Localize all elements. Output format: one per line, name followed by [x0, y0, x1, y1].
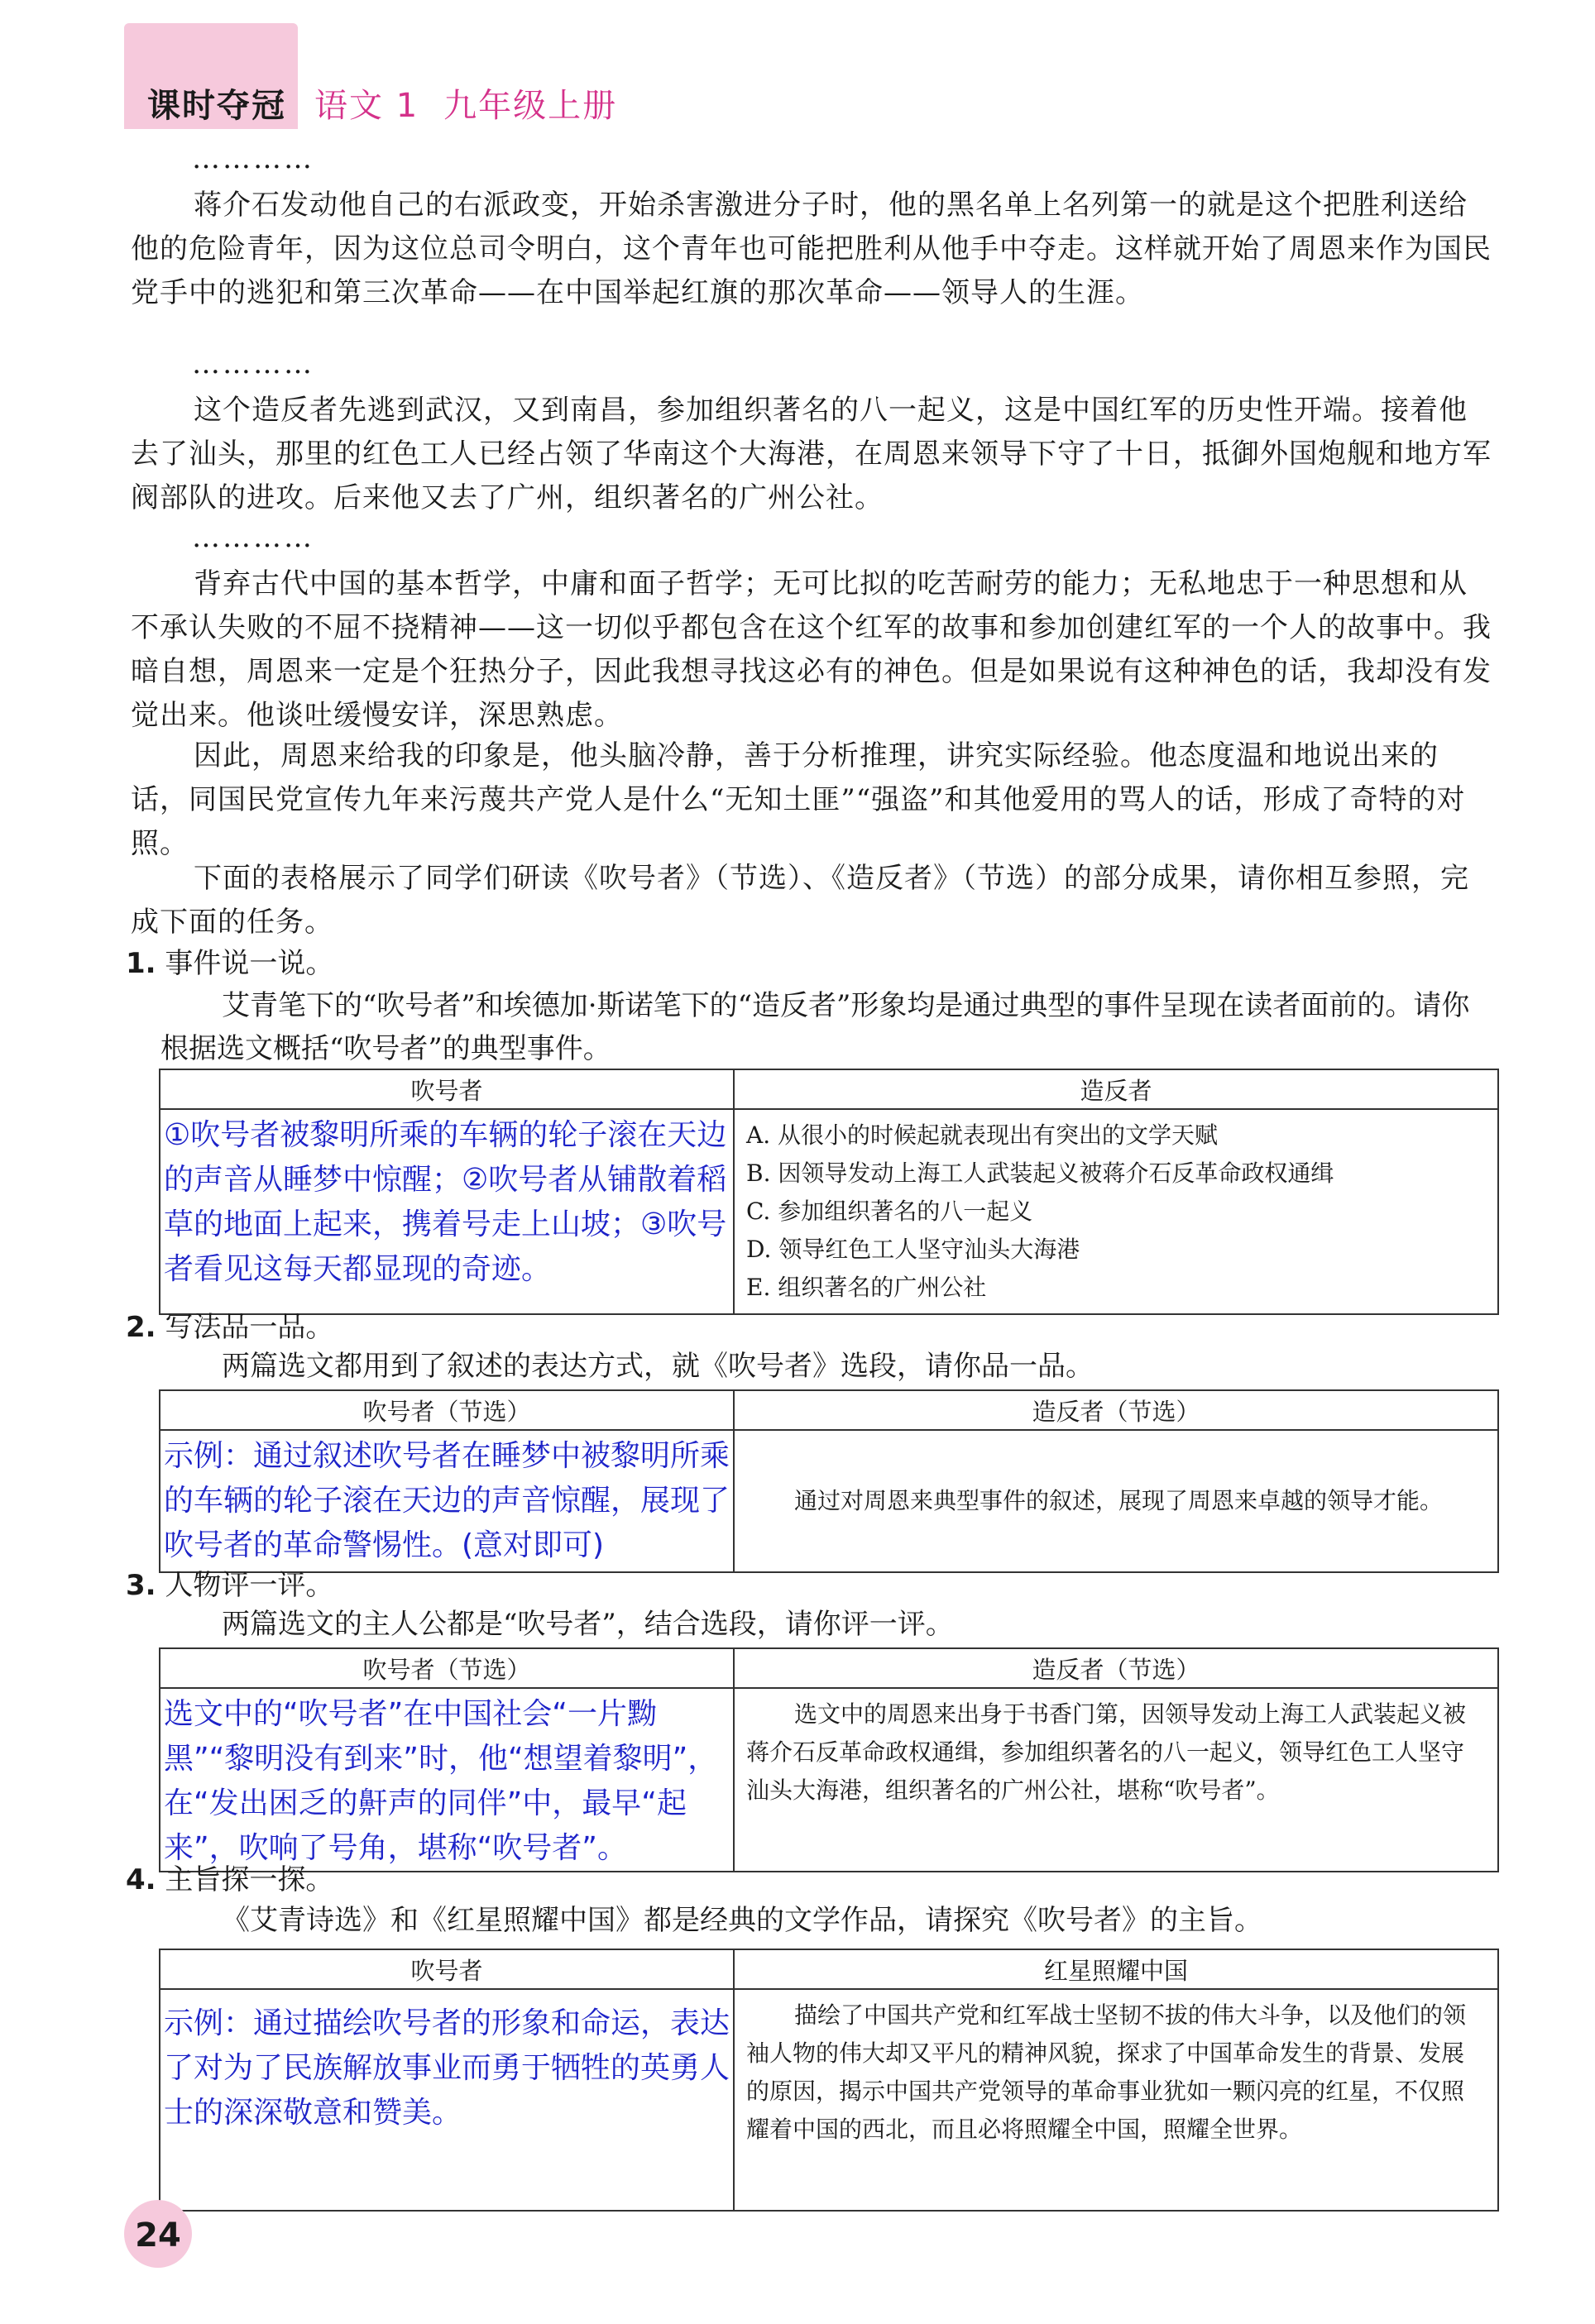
ellipsis: ………… [192, 347, 314, 380]
excerpt-paragraph-3: 背弃古代中国的基本哲学，中庸和面子哲学；无可比拟的吃苦耐劳的能力；无私地忠于一种思想和从不承认失败的不屈不挠精神——这一切似乎都包含在这个红军的故事和参加创建红军的一个人的故事中。我暗自想，周恩来一定是个狂热分子，因此我想寻找这必有的神色。但是如果说有这种神色的话，我却没有发觉出来。他谈吐缓慢安详，深思熟虑。 [131, 567, 1492, 732]
reference-cell [734, 1109, 1498, 1314]
table-header-right: 红星照耀中国 [734, 1949, 1498, 1989]
page-number: 24 [135, 2216, 181, 2255]
task-2-description: 两篇选文都用到了叙述的表达方式，就《吹号者》选段，请你品一品。 [222, 1350, 1094, 1383]
answer-cell [160, 1430, 734, 1572]
task-1-label: 事件说一说。 [165, 947, 334, 980]
task-2-reference: 通过对周恩来典型事件的叙述，展现了周恩来卓越的领导才能。 [794, 1487, 1444, 1514]
task-4-title [126, 1859, 333, 1901]
list-item: D. 领导红色工人坚守汕头大海港 [746, 1236, 1080, 1263]
task-2-answer: 示例：通过叙述吹号者在睡梦中被黎明所乘的车辆的轮子滚在天边的声音惊醒，展现了吹号者的革命警惕性。(意对即可) [164, 1439, 730, 1562]
task-3-number: 3. [126, 1569, 156, 1602]
task-1-description: 艾青笔下的“吹号者”和埃德加·斯诺笔下的“造反者”形象均是通过典型的事件呈现在读者面前的。请你根据选文概括“吹号者”的典型事件。 [160, 989, 1470, 1065]
subject-label: 语文 1 [314, 87, 419, 125]
book-brand: 课时夺冠 [147, 87, 286, 125]
task-3-reference: 选文中的周恩来出身于书香门第，因领导发动上海工人武装起义被蒋介石反革命政权通缉，参加组织著名的八一起义，领导红色工人坚守汕头大海港，组织著名的广州公社，堪称“吹号者”。 [746, 1700, 1467, 1804]
task-3-title [126, 1565, 333, 1606]
excerpt-paragraph-2: 这个造反者先逃到武汉，又到南昌，参加组织著名的八一起义，这是中国红军的历史性开端。接着他去了汕头，那里的红色工人已经占领了华南这个大海港，在周恩来领导下守了十日，抵御外国炮舰和地方军阀部队的进攻。后来他又去了广州，组织著名的广州公社。 [131, 394, 1492, 514]
table-header-left: 吹号者 [160, 1069, 734, 1109]
reference-cell [734, 1430, 1498, 1572]
task-1-number: 1. [126, 947, 156, 980]
task-2-table [159, 1389, 1499, 1573]
rebel-events-list [735, 1110, 1497, 1313]
task-1-title [126, 943, 333, 984]
answer-cell [160, 1989, 734, 2211]
task-1-table [159, 1069, 1499, 1315]
excerpt-paragraph-4: 因此，周恩来给我的印象是，他头脑冷静，善于分析推理，讲究实际经验。他态度温和地说出来的话，同国民党宣传九年来污蔑共产党人是什么“无知土匪”“强盗”和其他爱用的骂人的话，形成了奇特的对照。 [131, 739, 1466, 860]
table-header-left: 吹号者 [160, 1949, 734, 1989]
task-4-description: 《艾青诗选》和《红星照耀中国》都是经典的文学作品，请探究《吹号者》的主旨。 [222, 1904, 1262, 1937]
grade-label: 九年级上册 [443, 87, 618, 125]
task-3-answer: 选文中的“吹号者”在中国社会“一片黝黑”“黎明没有到来”时，他“想望着黎明”，在“发出困乏的鼾声的同伴”中，最早“起来”，吹响了号角，堪称“吹号者”。 [164, 1697, 718, 1865]
task-4-table [159, 1949, 1499, 2212]
list-item: C. 参加组织著名的八一起义 [746, 1198, 1033, 1225]
task-3-table [159, 1647, 1499, 1872]
task-4-number: 4. [126, 1863, 156, 1896]
table-header-left: 吹号者（节选） [160, 1390, 734, 1430]
task-3-description: 两篇选文的主人公都是“吹号者”，结合选段，请你评一评。 [222, 1608, 954, 1641]
excerpt-paragraph-1: 蒋介石发动他自己的右派政变，开始杀害激进分子时，他的黑名单上名列第一的就是这个把胜利送给他的危险青年，因为这位总司令明白，这个青年也可能把胜利从他手中夺走。这样就开始了周恩来作为国民党手中的逃犯和第三次革命——在中国举起红旗的那次革命——领导人的生涯。 [131, 189, 1492, 309]
list-item: B. 因领导发动上海工人武装起义被蒋介石反革命政权通缉 [746, 1160, 1334, 1187]
table-header-right: 造反者（节选） [734, 1648, 1498, 1688]
reference-cell [734, 1989, 1498, 2211]
header-subject [314, 79, 642, 127]
task-1-answer: ①吹号者被黎明所乘的车辆的轮子滚在天边的声音从睡梦中惊醒；②吹号者从铺散着稻草的地面上起来，携着号走上山坡；③吹号者看见这每天都显现的奇迹。 [164, 1118, 727, 1286]
task-4-reference: 描绘了中国共产党和红军战士坚韧不拔的伟大斗争，以及他们的领袖人物的伟大却又平凡的精神风貌，探求了中国革命发生的背景、发展的原因，揭示中国共产党领导的革命事业犹如一颗闪亮的红星，不仅照耀着中国的西北，而且必将照耀全中国，照耀全世界。 [746, 2001, 1467, 2143]
task-instructions: 下面的表格展示了同学们研读《吹号者》（节选）、《造反者》（节选）的部分成果，请你相互参照，完成下面的任务。 [131, 862, 1469, 939]
list-item: A. 从很小的时候起就表现出有突出的文学天赋 [746, 1121, 1219, 1149]
ellipsis: ………… [192, 521, 314, 554]
ellipsis: ………… [192, 142, 314, 175]
task-2-title [126, 1307, 333, 1348]
table-header-right: 造反者 [734, 1069, 1498, 1109]
answer-cell [160, 1109, 734, 1314]
reference-cell [734, 1688, 1498, 1872]
task-4-answer: 示例：通过描绘吹号者的形象和命运，表达了对为了民族解放事业而勇于牺牲的英勇人士的深深敬意和赞美。 [164, 2006, 730, 2130]
answer-cell [160, 1688, 734, 1872]
task-4-label: 主旨探一探。 [165, 1863, 334, 1896]
task-3-label: 人物评一评。 [165, 1569, 334, 1602]
list-item: E. 组织著名的广州公社 [746, 1274, 987, 1301]
table-header-left: 吹号者（节选） [160, 1648, 734, 1688]
task-2-label: 写法品一品。 [165, 1311, 334, 1344]
table-header-right: 造反者（节选） [734, 1390, 1498, 1430]
task-2-number: 2. [126, 1311, 156, 1344]
